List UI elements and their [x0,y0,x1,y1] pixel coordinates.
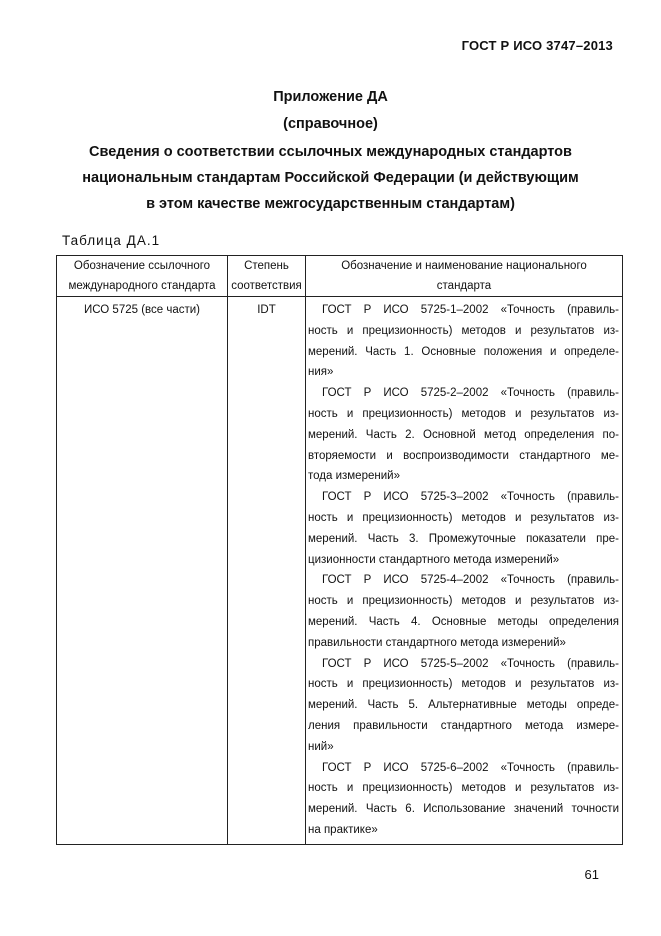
national-standard-line: мерений. Часть 4. Основные методы определения [308,615,619,628]
national-standard-entry [308,383,619,487]
national-standard-entry [308,758,619,841]
cell-degree: IDT [228,297,306,845]
header-degree [228,256,306,297]
national-standard-line: ГОСТ Р ИСО 5725-6–2002 «Точность (правиль- [322,761,619,774]
national-standard-line: ность и прецизионность) методов и результатов из- [308,595,619,608]
national-standard-entry [308,487,619,570]
national-standard-entry [308,570,619,653]
national-standard-line: мерений. Часть 6. Использование значений точности [308,803,619,816]
national-standard-line: ния» [308,366,334,379]
appendix-title: Приложение ДА [273,89,388,105]
national-standard-entry [308,654,619,758]
document-code: ГОСТ Р ИСО 3747–2013 [461,38,613,53]
appendix-heading-line: в этом качестве межгосударственным стандартам) [146,196,515,212]
national-standard-line: ГОСТ Р ИСО 5725-3–2002 «Точность (правиль- [322,491,619,504]
header-text-line: Обозначение и наименование национального [341,260,587,272]
table-caption: Таблица ДА.1 [62,233,161,248]
national-standard-line: ГОСТ Р ИСО 5725-2–2002 «Точность (правиль- [322,387,619,400]
national-standard-line: ность и прецизионность) методов и результатов из- [308,511,619,524]
cell-national-standards [306,297,623,845]
national-standard-line: тода измерений» [308,470,400,483]
national-standard-line: вторяемости и воспроизводимости стандартного ме- [308,449,619,462]
cell-international-standard: ИСО 5725 (все части) [57,297,228,845]
header-text-line: стандарта [436,280,492,292]
national-standard-line: мерений. Часть 3. Промежуточные показатели пре- [308,532,619,545]
appendix-heading-line: национальным стандартам Российской Федерации (и действующим [82,170,579,186]
appendix-subtitle: (справочное) [283,116,378,132]
national-standards-list [308,300,619,841]
national-standard-line: ления правильности стандартного метода измере- [308,719,619,732]
national-standard-line: цизионности стандартного метода измерений» [308,553,560,566]
table-row [57,297,623,845]
standards-table [56,255,623,845]
national-standard-line: мерений. Часть 2. Основной метод определения по- [308,428,619,441]
national-standard-line: мерений. Часть 5. Альтернативные методы опреде- [308,699,619,712]
national-standard-line: ность и прецизионность) методов и результатов из- [308,782,619,795]
national-standard-line: мерений. Часть 1. Основные положения и определе- [308,345,619,358]
national-standard-line: на практике» [308,823,378,836]
header-text-line: Степень [244,260,289,272]
national-standard-line: ность и прецизионность) методов и результатов из- [308,678,619,691]
national-standard-line: ГОСТ Р ИСО 5725-4–2002 «Точность (правиль- [322,574,619,587]
header-text-line: Обозначение ссылочного [73,260,211,272]
header-text-line: международного стандарта [68,280,216,292]
header-national-standard [306,256,623,297]
page-number: 61 [584,867,599,882]
national-standard-line: ность и прецизионность) методов и результатов из- [308,407,619,420]
national-standard-line: ГОСТ Р ИСО 5725-5–2002 «Точность (правиль- [322,657,619,670]
national-standard-line: ность и прецизионность) методов и результатов из- [308,324,619,337]
appendix-heading [40,139,621,217]
national-standard-line: ГОСТ Р ИСО 5725-1–2002 «Точность (правиль- [322,304,619,316]
national-standard-line: правильности стандартного метода измерений» [308,636,566,649]
table-header-row [57,256,623,297]
header-international-standard [57,256,228,297]
national-standard-line: ний» [308,740,334,753]
appendix-heading-line: Сведения о соответствии ссылочных международных стандартов [89,144,572,160]
header-text-line: соответствия [231,280,302,292]
national-standard-entry [308,300,619,383]
